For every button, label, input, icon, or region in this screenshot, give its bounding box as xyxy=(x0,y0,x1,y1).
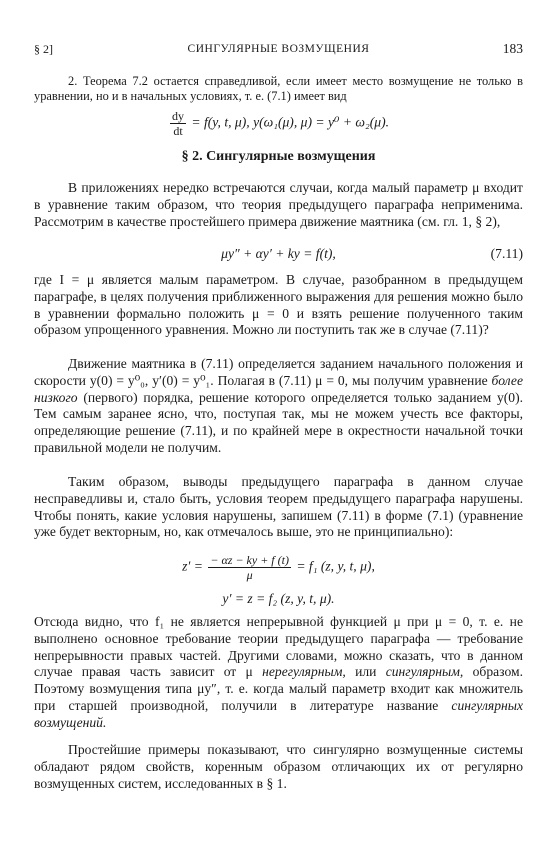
header-title: СИНГУЛЯРНЫЕ ВОЗМУЩЕНИЯ xyxy=(187,43,370,55)
emphasis-irregular: нерегулярным, xyxy=(262,664,346,680)
formula-z-prime xyxy=(34,553,523,582)
formula-perturbed-initial xyxy=(34,109,523,138)
emphasis-text: более низкого xyxy=(34,372,523,405)
page-number: 183 xyxy=(502,41,523,56)
equation-text: μy″ + αy′ + ky = f(t), xyxy=(221,246,336,261)
equation-number: (7.11) xyxy=(490,246,523,261)
formula-rhs: = f₁ (z, y, t, μ), xyxy=(296,558,375,574)
section-title: § 2. Сингулярные возмущения xyxy=(181,149,376,164)
running-header xyxy=(34,42,523,60)
emphasis-singular-perturbations: сингулярных возмущений. xyxy=(34,697,523,730)
text-run: Движение маятника в (7.11) определяется заданием начального положения и скорости y(0) = y⁰₀, y′(0) = y⁰₁. Полагая в (7.11) μ = 0, мы получим уравнение xyxy=(34,356,523,388)
formula-y-prime xyxy=(34,591,523,607)
paragraph-conditions-violated: Таким образом, выводы предыдущего параграфа в данном случае несправедливы и, стало быть, условия теорем предыдущего параграфа нарушены. Чтобы понять, какие условия нарушены, запишем (7.11) в форме (7.1) (уравнение уже будет векторным, но, как отмечалось выше, это не принципиально): xyxy=(34,474,523,540)
paragraph-small-parameter: где I = μ является малым параметром. В случае, разобранном в предыдущем параграфе, в целях получения приближенного выражения для решения можно было в уравнении формально положить μ = 0 и взять решение полученного таким образом упрощенного уравнения. Можно ли поступить так же в случае (7.11)? xyxy=(34,272,523,338)
text-run: Отсюда видно, что f₁ не является непрерывной функцией μ при μ = 0, т. е. не выполнено основное требование теории предыдущего параграфа — требование непрерывности правых частей. Другими словами, можно сказать, что в данном случае правая часть зависит от μ xyxy=(34,614,523,680)
paragraph-pendulum xyxy=(34,356,523,457)
emphasis-singular: сингулярным, xyxy=(385,664,464,680)
formula-rest: = f(y, t, μ), y(ω₁(μ), μ) = y⁰ + ω₂(μ). xyxy=(191,114,389,130)
derivative-fraction xyxy=(170,109,186,138)
fraction-denominator: μ xyxy=(246,568,253,582)
fraction-denominator: dt xyxy=(173,124,183,138)
fraction-numerator: − αz − ky + f (t) xyxy=(210,553,289,567)
paragraph-intro: В приложениях нередко встречаются случаи, когда малый параметр μ входит в уравнение таким образом, что теория предыдущего параграфа неприменима. Рассмотрим в качестве простейшего примера движение маятника (см. гл. 1, § 2), xyxy=(34,180,523,229)
paragraph-singular xyxy=(34,614,523,732)
remark-paragraph: 2. Теорема 7.2 остается справедливой, если имеет место возмущение не только в уравнении, но и в начальных условиях, т. е. (7.1) имеет вид xyxy=(34,74,523,104)
text-run: или xyxy=(345,664,386,680)
text-run: образом. Поэтому возмущения типа μy″, т. е. когда малый параметр входит как множитель при старшей производной, получили в литературе название xyxy=(34,664,523,713)
header-section-ref: § 2] xyxy=(34,42,53,56)
formula-fraction xyxy=(208,553,291,582)
formula-lhs: z′ = xyxy=(182,558,203,574)
equation-7-11 xyxy=(34,246,523,262)
paragraph-conclusion: Простейшие примеры показывают, что сингулярно возмущенные системы обладают рядом свойств, коренным образом отличающих их от регулярно возмущенных систем, исследованных в § 1. xyxy=(34,742,523,791)
text-run: (первого) порядка, решение которого определяется только заданием y(0). Тем самым заранее ясно, что, поступая так, мы не можем учесть все факторы, определяющие решение (7.11), и по крайней мере в окрестности начальной точки правильной модели не получим. xyxy=(34,389,523,455)
formula-text: y′ = z = f₂ (z, y, t, μ). xyxy=(222,591,335,606)
fraction-numerator: dy xyxy=(171,109,184,123)
